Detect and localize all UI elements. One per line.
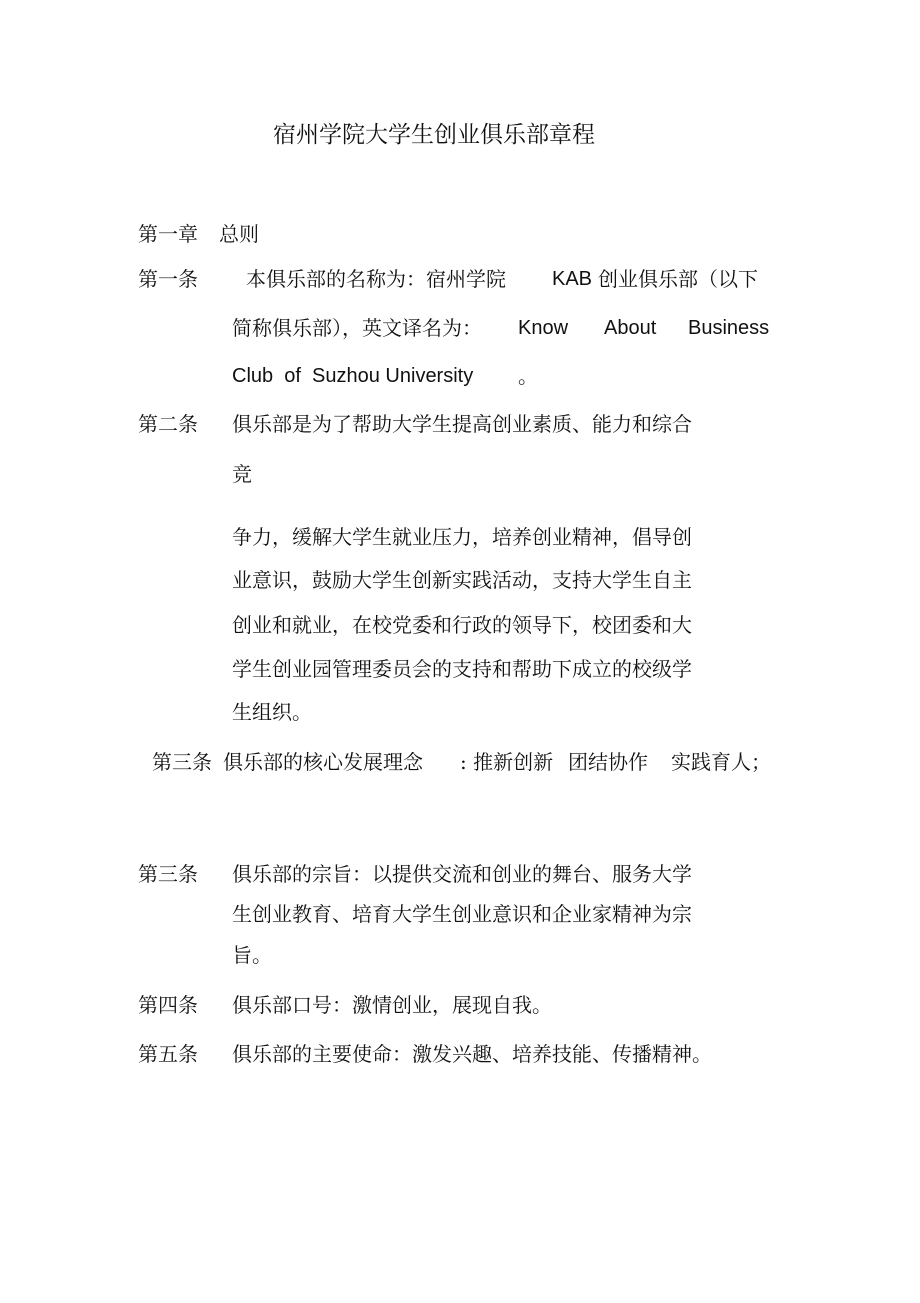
article-2-line-3: 争力，缓解大学生就业压力，培养创业精神，倡导创	[232, 525, 692, 549]
article-1-label: 第一条	[138, 267, 198, 291]
document-title: 宿州学院大学生创业俱乐部章程	[273, 122, 595, 148]
article-3a-text-3: 团结协作	[568, 750, 648, 774]
article-3b-label: 第三条	[138, 862, 198, 886]
article-2-line-2: 竞	[232, 462, 252, 486]
article-1-kab: KAB	[552, 268, 593, 290]
article-1-line-2: 简称俱乐部），英文译名为：	[232, 316, 482, 340]
article-1-word-know: Know	[518, 317, 569, 339]
article-1-line-3: Club of Suzhou University	[232, 365, 474, 387]
article-3b-line-1: 俱乐部的宗旨：以提供交流和创业的舞台、服务大学	[232, 862, 692, 886]
article-2-line-6: 学生创业园管理委员会的支持和帮助下成立的校级学	[232, 657, 692, 681]
article-1-word-about: About	[604, 317, 657, 339]
article-2-label: 第二条	[138, 412, 198, 436]
article-3a-text-4: 实践育人；	[671, 750, 771, 774]
article-2-line-1: 俱乐部是为了帮助大学生提高创业素质、能力和综合	[232, 412, 692, 436]
article-4-label: 第四条	[138, 993, 198, 1017]
article-3b-line-2: 生创业教育、培育大学生创业意识和企业家精神为宗	[232, 902, 692, 926]
article-3b-line-3: 旨。	[232, 943, 272, 967]
article-1-word-business: Business	[688, 317, 770, 339]
chapter-label: 第一章	[138, 222, 198, 246]
article-1-line-3-end: 。	[518, 364, 538, 388]
article-5-label: 第五条	[138, 1042, 198, 1066]
article-1-line-1: 本俱乐部的名称为：宿州学院	[246, 267, 506, 291]
article-2-line-5: 创业和就业，在校党委和行政的领导下，校团委和大	[232, 613, 692, 637]
article-3a-label: 第三条	[152, 750, 212, 774]
chapter-name: 总则	[219, 222, 259, 246]
article-2-line-7: 生组织。	[232, 700, 312, 724]
article-5-text: 俱乐部的主要使命：激发兴趣、培养技能、传播精神。	[232, 1042, 712, 1066]
article-4-text: 俱乐部口号：激情创业，展现自我。	[232, 993, 552, 1017]
article-1-line-1-tail: 创业俱乐部（以下	[598, 267, 758, 291]
article-3a-text-1: 俱乐部的核心发展理念	[223, 750, 423, 774]
article-3a-text-2: : 推新创新	[460, 750, 554, 774]
article-2-line-4: 业意识，鼓励大学生创新实践活动，支持大学生自主	[232, 568, 692, 592]
